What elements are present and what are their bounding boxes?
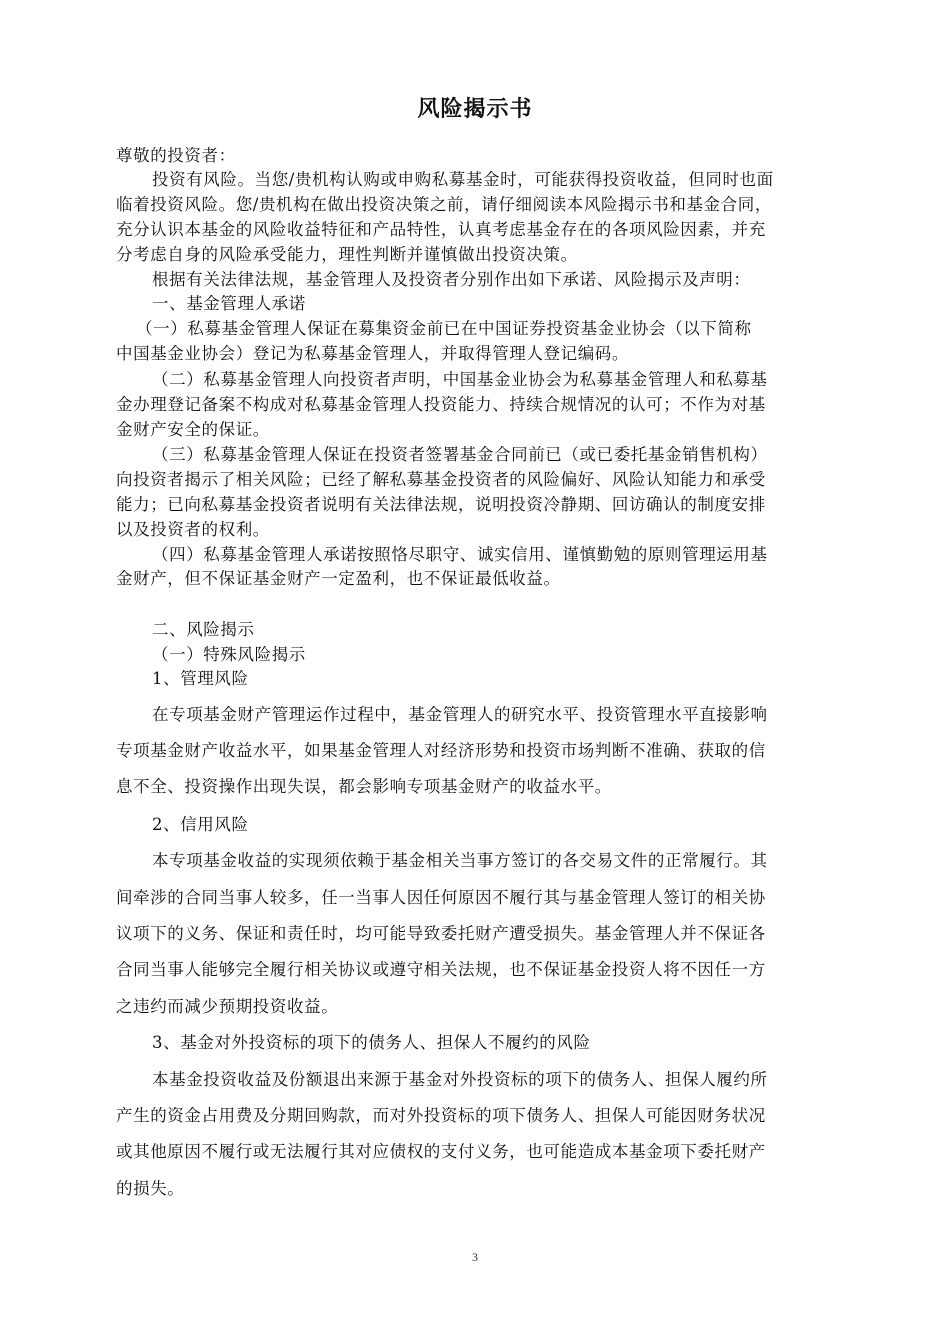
- item-heading: 1、管理风险: [152, 669, 249, 688]
- paragraph-line: 金办理登记备案不构成对私募基金管理人投资能力、持续合规情况的认可；不作为对基: [116, 395, 766, 414]
- section-heading: 一、基金管理人承诺: [152, 294, 306, 313]
- paragraph-line: 或其他原因不履行或无法履行其对应债权的支付义务，也可能造成本基金项下委托财产: [116, 1142, 766, 1161]
- paragraph-line: 本基金投资收益及份额退出来源于基金对外投资标的项下的债务人、担保人履约所: [152, 1070, 768, 1089]
- paragraph-line: 本专项基金收益的实现须依赖于基金相关当事方签订的各交易文件的正常履行。其: [152, 851, 768, 870]
- paragraph-line: 间牵涉的合同当事人较多，任一当事人因任何原因不履行其与基金管理人签订的相关协: [116, 888, 766, 907]
- paragraph-line: 金财产，但不保证基金财产一定盈利，也不保证最低收益。: [116, 569, 561, 588]
- item-heading: 3、基金对外投资标的项下的债务人、担保人不履约的风险: [152, 1033, 591, 1052]
- paragraph-line: 合同当事人能够完全履行相关协议或遵守相关法规，也不保证基金投资人将不因任一方: [116, 960, 766, 979]
- paragraph-line: 充分认识本基金的风险收益特征和产品特性，认真考虑基金存在的各项风险因素，并充: [116, 220, 766, 239]
- paragraph-line: （二）私募基金管理人向投资者声明，中国基金业协会为私募基金管理人和私募基: [152, 370, 768, 389]
- paragraph-line: 息不全、投资操作出现失误，都会影响专项基金财产的收益水平。: [116, 777, 612, 796]
- paragraph-line: （四）私募基金管理人承诺按照恪尽职守、诚实信用、谨慎勤勉的原则管理运用基: [152, 545, 768, 564]
- paragraph-line: 分考虑自身的风险承受能力，理性判断并谨慎做出投资决策。: [116, 245, 578, 264]
- paragraph-line: 向投资者揭示了相关风险；已经了解私募基金投资者的风险偏好、风险认知能力和承受: [116, 470, 766, 489]
- subsection-heading: （一）特殊风险揭示: [152, 645, 306, 664]
- document-title: 风险揭示书: [417, 97, 533, 122]
- paragraph-line: 中国基金业协会）登记为私募基金管理人，并取得管理人登记编码。: [116, 344, 629, 363]
- salutation: 尊敬的投资者：: [116, 146, 236, 165]
- paragraph-line: 能力；已向私募基金投资者说明有关法律法规，说明投资冷静期、回访确认的制度安排: [116, 495, 766, 514]
- paragraph-line: 产生的资金占用费及分期回购款，而对外投资标的项下债务人、担保人可能因财务状况: [116, 1106, 766, 1125]
- paragraph-line: 临着投资风险。您/贵机构在做出投资决策之前，请仔细阅读本风险揭示书和基金合同，: [116, 195, 772, 214]
- item-heading: 2、信用风险: [152, 815, 249, 834]
- paragraph-line: 在专项基金财产管理运作过程中，基金管理人的研究水平、投资管理水平直接影响: [152, 705, 768, 724]
- paragraph-line: 的损失。: [116, 1179, 185, 1198]
- page-number: 3: [472, 1250, 478, 1264]
- paragraph-line: 根据有关法律法规，基金管理人及投资者分别作出如下承诺、风险揭示及声明：: [152, 270, 751, 289]
- paragraph-line: 投资有风险。当您/贵机构认购或申购私募基金时，可能获得投资收益，但同时也面: [152, 170, 774, 189]
- paragraph-line: 以及投资者的权利。: [116, 520, 270, 539]
- section-heading: 二、风险揭示: [152, 620, 255, 639]
- paragraph-line: 议项下的义务、保证和责任时，均可能导致委托财产遭受损失。基金管理人并不保证各: [116, 924, 766, 943]
- paragraph-line: （三）私募基金管理人保证在投资者签署基金合同前已（或已委托基金销售机构）: [152, 445, 768, 464]
- paragraph-line: 金财产安全的保证。: [116, 420, 270, 439]
- paragraph-line: 专项基金财产收益水平，如果基金管理人对经济形势和投资市场判断不准确、获取的信: [116, 741, 766, 760]
- paragraph-line: 之违约而减少预期投资收益。: [116, 997, 339, 1016]
- paragraph-line: （一）私募基金管理人保证在募集资金前已在中国证券投资基金业协会（以下简称: [136, 319, 752, 338]
